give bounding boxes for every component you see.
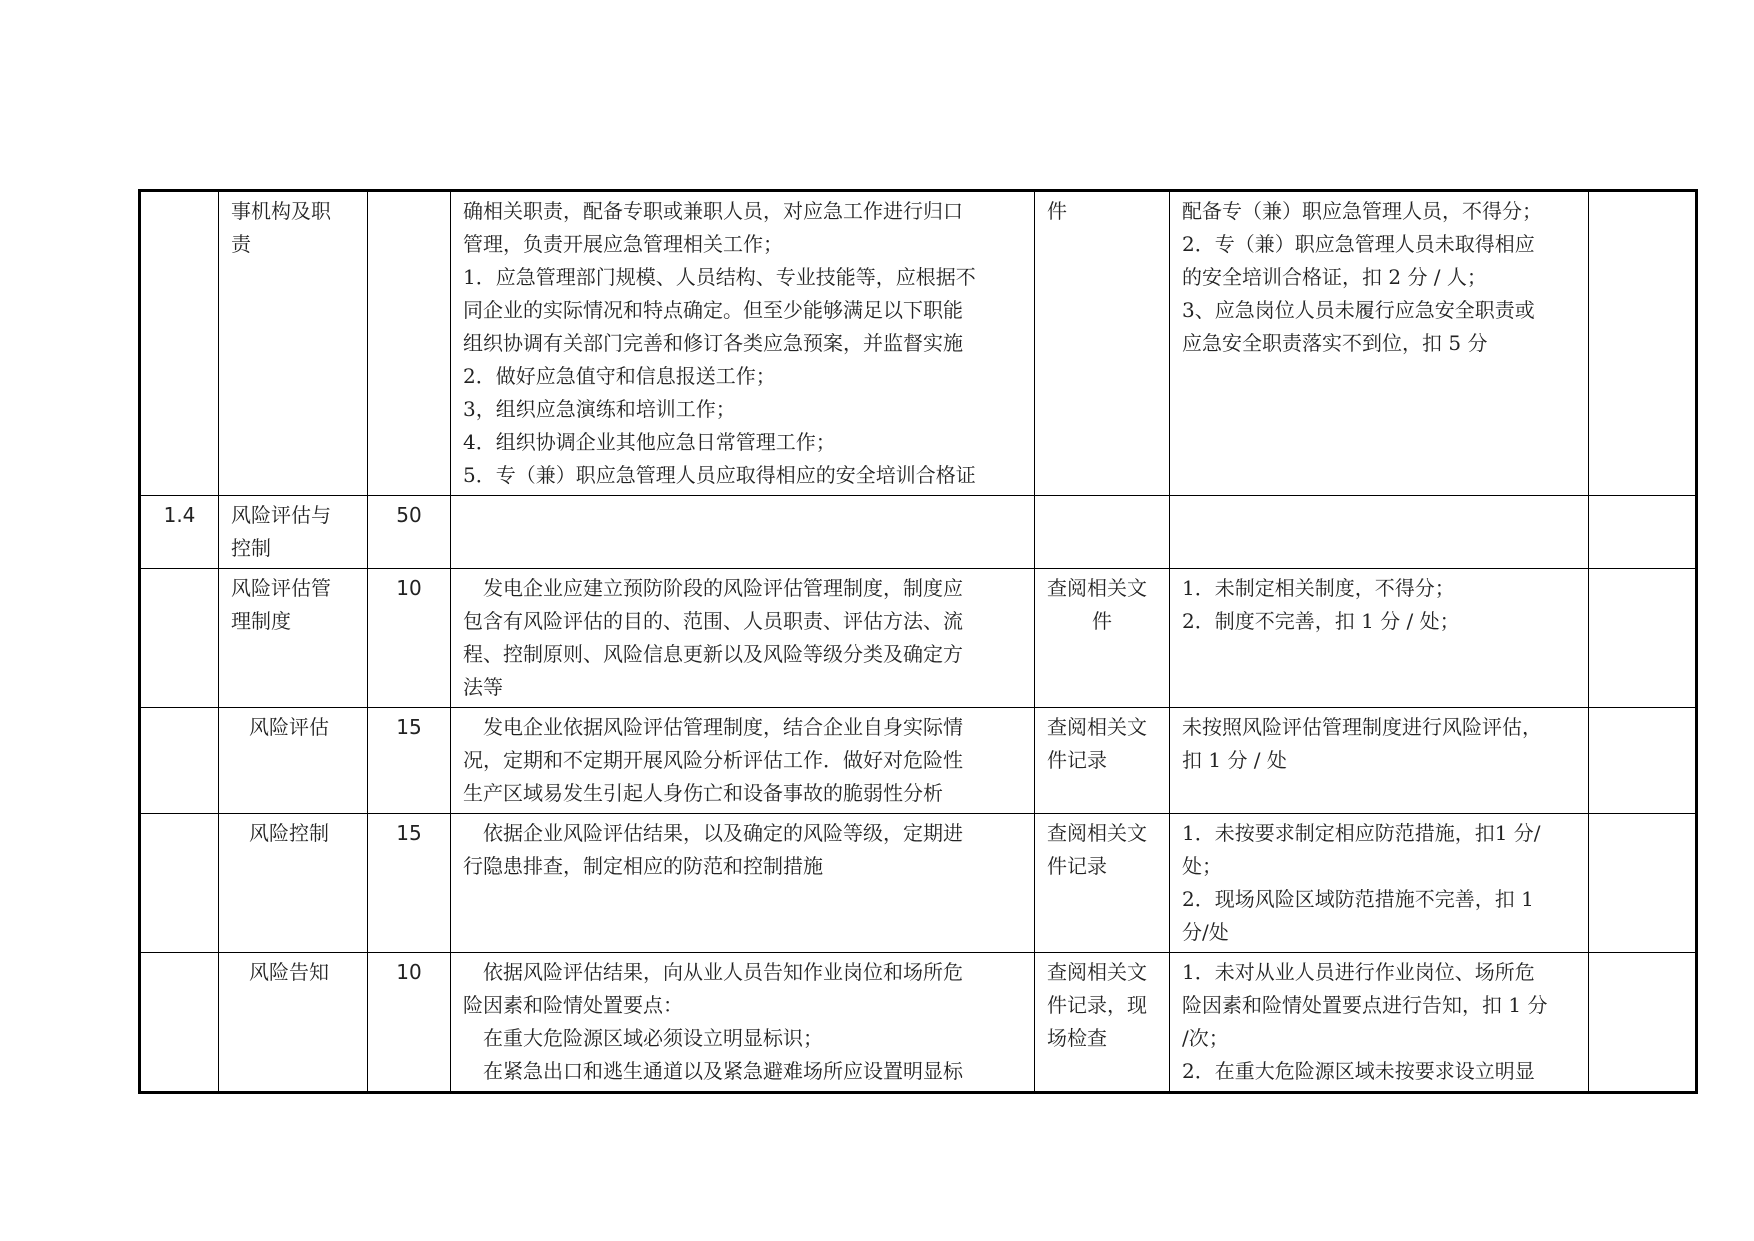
criteria_lines-line: 扣 1 分 / 处 bbox=[1182, 748, 1287, 772]
method_lines-line: 场检查 bbox=[1047, 1026, 1107, 1050]
item-cell bbox=[219, 708, 368, 814]
criteria_lines-line: 应急安全职责落实不到位，扣 5 分 bbox=[1182, 331, 1488, 355]
method_lines-line: 件记录，现 bbox=[1047, 993, 1147, 1017]
criteria-cell bbox=[1170, 496, 1589, 569]
criteria_lines-line: 配备专（兼）职应急管理人员，不得分； bbox=[1182, 199, 1542, 223]
table-row bbox=[140, 814, 1697, 953]
content_lines-line: 生产区域易发生引起人身伤亡和设备事故的脆弱性分析 bbox=[463, 781, 943, 805]
content_lines-line: 5．专（兼）职应急管理人员应取得相应的安全培训合格证 bbox=[463, 463, 976, 487]
table-body bbox=[140, 191, 1697, 1093]
content_lines-line: 程、控制原则、风险信息更新以及风险等级分类及确定方 bbox=[463, 642, 963, 666]
item_lines-line: 风险控制 bbox=[249, 821, 329, 845]
remark-cell bbox=[1589, 191, 1697, 496]
criteria_lines-line: 2．制度不完善，扣 1 分 / 处； bbox=[1182, 609, 1460, 633]
criteria-cell bbox=[1170, 953, 1589, 1093]
table-row bbox=[140, 191, 1697, 496]
remark-cell bbox=[1589, 953, 1697, 1093]
item_lines-line: 责 bbox=[231, 232, 251, 256]
content_lines-line: 况，定期和不定期开展风险分析评估工作．做好对危险性 bbox=[463, 748, 963, 772]
criteria_lines-line: 1．未制定相关制度，不得分； bbox=[1182, 576, 1455, 600]
item_lines-line: 控制 bbox=[231, 536, 271, 560]
seq-cell bbox=[140, 191, 219, 496]
criteria_lines-line: 2．在重大危险源区域未按要求设立明显 bbox=[1182, 1059, 1535, 1083]
criteria-cell bbox=[1170, 814, 1589, 953]
method_lines-line: 查阅相关文 bbox=[1047, 715, 1147, 739]
method-cell bbox=[1035, 496, 1170, 569]
criteria_lines-line: 的安全培训合格证，扣 2 分 / 人； bbox=[1182, 265, 1487, 289]
remark-cell bbox=[1589, 814, 1697, 953]
item-cell bbox=[219, 191, 368, 496]
criteria-cell bbox=[1170, 708, 1589, 814]
item-cell bbox=[219, 569, 368, 708]
seq-cell: 1.4 bbox=[140, 496, 219, 569]
seq-cell bbox=[140, 814, 219, 953]
seq-cell bbox=[140, 569, 219, 708]
content_lines-line: 行隐患排查，制定相应的防范和控制措施 bbox=[463, 854, 823, 878]
content-cell bbox=[451, 569, 1035, 708]
score-cell: 10 bbox=[368, 569, 451, 708]
method-cell bbox=[1035, 191, 1170, 496]
item-cell bbox=[219, 953, 368, 1093]
seq-cell bbox=[140, 953, 219, 1093]
item_lines-line: 理制度 bbox=[231, 609, 291, 633]
criteria_lines-line: 3、应急岗位人员未履行应急安全职责或 bbox=[1182, 298, 1535, 322]
content_lines-line: 3，组织应急演练和培训工作； bbox=[463, 397, 736, 421]
content_lines-line: 法等 bbox=[463, 675, 503, 699]
criteria_lines-line: 处； bbox=[1182, 854, 1222, 878]
table-row bbox=[140, 953, 1697, 1093]
score-cell: 15 bbox=[368, 708, 451, 814]
evaluation-table bbox=[138, 189, 1698, 1094]
score-cell: 50 bbox=[368, 496, 451, 569]
criteria_lines-line: 2．专（兼）职应急管理人员未取得相应 bbox=[1182, 232, 1535, 256]
seq-cell bbox=[140, 708, 219, 814]
criteria_lines-line: 1．未对从业人员进行作业岗位、场所危 bbox=[1182, 960, 1535, 984]
score-cell: 15 bbox=[368, 814, 451, 953]
remark-cell bbox=[1589, 496, 1697, 569]
content_lines-line: 管理，负责开展应急管理相关工作； bbox=[463, 232, 783, 256]
criteria_lines-line: 险因素和险情处置要点进行告知，扣 1 分 bbox=[1182, 993, 1548, 1017]
content_lines-line: 险因素和险情处置要点： bbox=[463, 993, 683, 1017]
content_lines-line: 在紧急出口和逃生通道以及紧急避难场所应设置明显标 bbox=[463, 1059, 963, 1083]
content_lines-line: 同企业的实际情况和特点确定。但至少能够满足以下职能 bbox=[463, 298, 963, 322]
content_lines-line: 组织协调有关部门完善和修订各类应急预案，并监督实施 bbox=[463, 331, 963, 355]
content-cell bbox=[451, 708, 1035, 814]
item-cell bbox=[219, 814, 368, 953]
criteria_lines-line: 未按照风险评估管理制度进行风险评估， bbox=[1182, 715, 1542, 739]
content_lines-line: 确相关职责，配备专职或兼职人员，对应急工作进行归口 bbox=[463, 199, 963, 223]
method_lines-line: 件记录 bbox=[1047, 854, 1107, 878]
content_lines-line: 2．做好应急值守和信息报送工作； bbox=[463, 364, 776, 388]
content-cell bbox=[451, 191, 1035, 496]
content_lines-line: 发电企业依据风险评估管理制度，结合企业自身实际情 bbox=[463, 715, 963, 739]
content_lines-line: 依据企业风险评估结果，以及确定的风险等级，定期进 bbox=[463, 821, 963, 845]
content_lines-line: 发电企业应建立预防阶段的风险评估管理制度，制度应 bbox=[463, 576, 963, 600]
criteria-cell bbox=[1170, 191, 1589, 496]
item_lines-line: 风险评估与 bbox=[231, 503, 331, 527]
item_lines-line: 风险告知 bbox=[249, 960, 329, 984]
method-cell bbox=[1035, 708, 1170, 814]
criteria_lines-line: 2．现场风险区域防范措施不完善，扣 1 bbox=[1182, 887, 1534, 911]
criteria_lines-line: /次； bbox=[1182, 1026, 1229, 1050]
table-row bbox=[140, 708, 1697, 814]
table-row bbox=[140, 569, 1697, 708]
method_lines-line: 查阅相关文 bbox=[1047, 576, 1147, 600]
item-cell bbox=[219, 496, 368, 569]
content_lines-line: 依据风险评估结果，向从业人员告知作业岗位和场所危 bbox=[463, 960, 963, 984]
content_lines-line: 4．组织协调企业其他应急日常管理工作； bbox=[463, 430, 836, 454]
content_lines-line: 1．应急管理部门规模、人员结构、专业技能等，应根据不 bbox=[463, 265, 976, 289]
item_lines-line: 风险评估 bbox=[249, 715, 329, 739]
method_lines-line: 件 bbox=[1047, 199, 1067, 223]
remark-cell bbox=[1589, 708, 1697, 814]
method-cell bbox=[1035, 953, 1170, 1093]
content_lines-line: 在重大危险源区域必须设立明显标识； bbox=[463, 1026, 823, 1050]
criteria_lines-line: 1．未按要求制定相应防范措施，扣1 分/ bbox=[1182, 821, 1541, 845]
item_lines-line: 事机构及职 bbox=[231, 199, 331, 223]
item_lines-line: 风险评估管 bbox=[231, 576, 331, 600]
criteria-cell bbox=[1170, 569, 1589, 708]
method_lines-line: 查阅相关文 bbox=[1047, 960, 1147, 984]
method_lines-line: 件 bbox=[1092, 609, 1112, 633]
content_lines-line: 包含有风险评估的目的、范围、人员职责、评估方法、流 bbox=[463, 609, 963, 633]
method_lines-line: 查阅相关文 bbox=[1047, 821, 1147, 845]
remark-cell bbox=[1589, 569, 1697, 708]
table-row bbox=[140, 496, 1697, 569]
score-cell bbox=[368, 191, 451, 496]
criteria_lines-line: 分/处 bbox=[1182, 920, 1229, 944]
method-cell bbox=[1035, 814, 1170, 953]
content-cell bbox=[451, 953, 1035, 1093]
method_lines-line: 件记录 bbox=[1047, 748, 1107, 772]
content-cell bbox=[451, 496, 1035, 569]
score-cell: 10 bbox=[368, 953, 451, 1093]
method-cell bbox=[1035, 569, 1170, 708]
content-cell bbox=[451, 814, 1035, 953]
